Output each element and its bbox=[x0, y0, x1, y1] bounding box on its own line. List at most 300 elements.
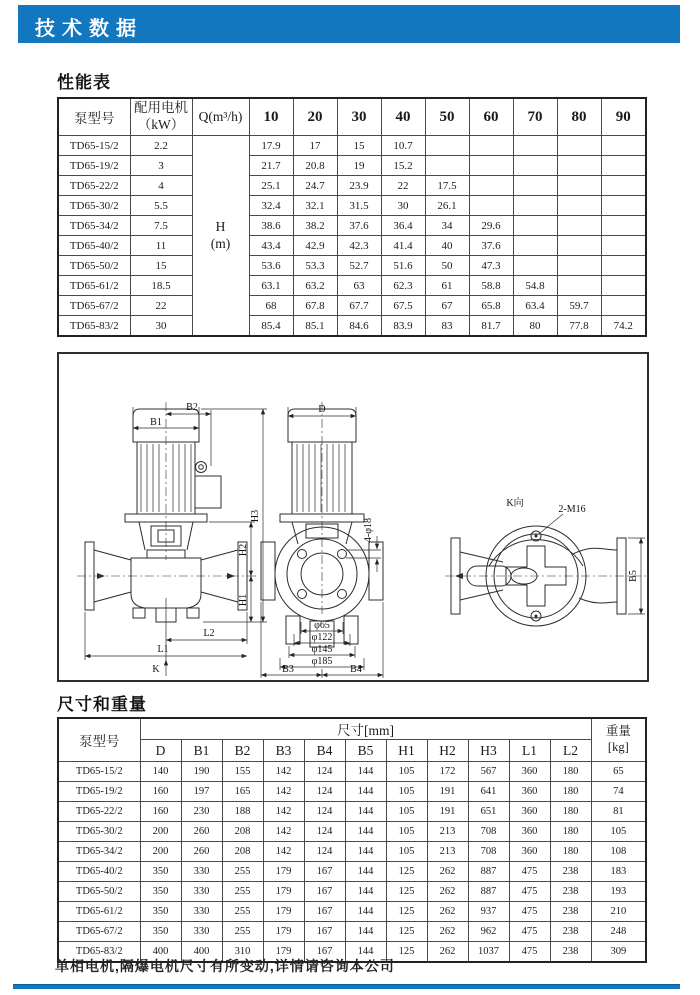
dim-label-k: K bbox=[152, 664, 160, 675]
dimension-value-cell: 105 bbox=[591, 822, 646, 842]
head-value-cell: 38.2 bbox=[293, 216, 337, 236]
dimension-value-cell: 180 bbox=[550, 762, 591, 782]
head-value-cell: 26.1 bbox=[425, 196, 469, 216]
head-value-cell: 30 bbox=[381, 196, 425, 216]
head-value-cell: 10.7 bbox=[381, 136, 425, 156]
head-value-cell: 62.3 bbox=[381, 276, 425, 296]
motor-kw-cell: 18.5 bbox=[130, 276, 192, 296]
dimension-letter-cell: D bbox=[140, 740, 181, 762]
dimension-value-cell: 125 bbox=[386, 922, 427, 942]
head-value-cell: 65.8 bbox=[469, 296, 513, 316]
dimension-value-cell: 155 bbox=[222, 762, 263, 782]
dimension-letter-cell: L2 bbox=[550, 740, 591, 762]
dimension-letter-cell: B1 bbox=[181, 740, 222, 762]
head-value-cell bbox=[513, 236, 557, 256]
k-view bbox=[445, 496, 647, 626]
dimension-value-cell: 144 bbox=[345, 922, 386, 942]
head-value-cell: 68 bbox=[249, 296, 293, 316]
performance-row bbox=[58, 176, 646, 196]
dimension-value-cell: 160 bbox=[140, 782, 181, 802]
head-value-cell: 19 bbox=[337, 156, 381, 176]
dimension-value-cell: 108 bbox=[591, 842, 646, 862]
front-view bbox=[261, 402, 383, 678]
dimension-value-cell: 144 bbox=[345, 782, 386, 802]
dimension-value-cell: 262 bbox=[427, 922, 468, 942]
pump-model-cell: TD65-34/2 bbox=[58, 216, 130, 236]
performance-row bbox=[58, 216, 646, 236]
head-value-cell bbox=[601, 236, 646, 256]
head-value-cell: 83.9 bbox=[381, 316, 425, 337]
dimension-value-cell: 937 bbox=[468, 902, 509, 922]
dimension-value-cell: 81 bbox=[591, 802, 646, 822]
dimension-value-cell: 262 bbox=[427, 882, 468, 902]
dimension-value-cell: 213 bbox=[427, 822, 468, 842]
dim-label-phi145: φ145 bbox=[311, 644, 333, 655]
head-value-cell bbox=[601, 276, 646, 296]
dimension-value-cell: 142 bbox=[263, 762, 304, 782]
pump-model-cell: TD65-67/2 bbox=[58, 922, 140, 942]
dimension-letter-cell: H1 bbox=[386, 740, 427, 762]
dimension-value-cell: 475 bbox=[509, 942, 550, 963]
dimension-value-cell: 144 bbox=[345, 802, 386, 822]
dim-label-b4: B4 bbox=[350, 664, 362, 675]
dimension-value-cell: 74 bbox=[591, 782, 646, 802]
head-value-cell bbox=[557, 176, 601, 196]
dimension-value-cell: 65 bbox=[591, 762, 646, 782]
head-value-cell: 34 bbox=[425, 216, 469, 236]
motor-kw-cell: 30 bbox=[130, 316, 192, 337]
dimension-value-cell: 213 bbox=[427, 842, 468, 862]
head-value-cell: 42.9 bbox=[293, 236, 337, 256]
dim-label-h2: H2 bbox=[238, 543, 249, 557]
dimension-value-cell: 105 bbox=[386, 762, 427, 782]
dimension-value-cell: 208 bbox=[222, 822, 263, 842]
dimension-value-cell: 165 bbox=[222, 782, 263, 802]
dimension-value-cell: 360 bbox=[509, 762, 550, 782]
head-value-cell bbox=[557, 196, 601, 216]
dimension-value-cell: 255 bbox=[222, 882, 263, 902]
dimension-value-cell: 330 bbox=[181, 902, 222, 922]
flow-header-cell: 20 bbox=[293, 98, 337, 136]
pump-model-cell: TD65-30/2 bbox=[58, 196, 130, 216]
head-value-cell: 22 bbox=[381, 176, 425, 196]
dimensions-header-row-letters bbox=[58, 740, 646, 762]
dimension-value-cell: 179 bbox=[263, 902, 304, 922]
head-value-cell: 67.7 bbox=[337, 296, 381, 316]
dimensions-row bbox=[58, 822, 646, 842]
dimension-value-cell: 183 bbox=[591, 862, 646, 882]
performance-section-title: 性能表 bbox=[57, 73, 111, 92]
performance-table-body bbox=[58, 136, 646, 337]
dimension-value-cell: 105 bbox=[386, 842, 427, 862]
head-value-cell bbox=[469, 176, 513, 196]
dimension-value-cell: 167 bbox=[304, 902, 345, 922]
dimension-value-cell: 105 bbox=[386, 802, 427, 822]
flow-header-cell: 10 bbox=[249, 98, 293, 136]
head-symbol-unit: (m) bbox=[210, 235, 231, 251]
pump-model-cell: TD65-61/2 bbox=[58, 902, 140, 922]
motor-kw-cell: 5.5 bbox=[130, 196, 192, 216]
dimension-value-cell: 179 bbox=[263, 922, 304, 942]
head-value-cell: 38.6 bbox=[249, 216, 293, 236]
dimensions-row bbox=[58, 882, 646, 902]
dimensions-section-title: 尺寸和重量 bbox=[57, 695, 147, 714]
dimension-value-cell: 475 bbox=[509, 902, 550, 922]
head-value-cell: 52.7 bbox=[337, 256, 381, 276]
flow-header-cell: 70 bbox=[513, 98, 557, 136]
head-value-cell: 42.3 bbox=[337, 236, 381, 256]
flow-header-cell: 60 bbox=[469, 98, 513, 136]
col-header-motor-power bbox=[130, 98, 192, 136]
dimension-value-cell: 708 bbox=[468, 842, 509, 862]
dimension-value-cell: 310 bbox=[222, 942, 263, 963]
dimension-value-cell: 567 bbox=[468, 762, 509, 782]
pump-model-cell: TD65-83/2 bbox=[58, 942, 140, 963]
head-value-cell: 40 bbox=[425, 236, 469, 256]
head-value-cell: 81.7 bbox=[469, 316, 513, 337]
dimension-value-cell: 475 bbox=[509, 922, 550, 942]
dim-label-l2: L2 bbox=[203, 628, 215, 639]
head-value-cell: 63.4 bbox=[513, 296, 557, 316]
head-value-cell: 20.8 bbox=[293, 156, 337, 176]
dimension-value-cell: 238 bbox=[550, 942, 591, 963]
pump-model-cell: TD65-34/2 bbox=[58, 842, 140, 862]
dimension-value-cell: 887 bbox=[468, 882, 509, 902]
col-header-weight bbox=[591, 718, 646, 762]
dimensions-row bbox=[58, 922, 646, 942]
dim-label-h1: H1 bbox=[238, 593, 249, 607]
head-value-cell: 37.6 bbox=[337, 216, 381, 236]
dimension-value-cell: 238 bbox=[550, 902, 591, 922]
flow-header-cell: 90 bbox=[601, 98, 646, 136]
dimension-value-cell: 350 bbox=[140, 882, 181, 902]
head-value-cell: 36.4 bbox=[381, 216, 425, 236]
dimension-letter-cell: B2 bbox=[222, 740, 263, 762]
pump-outline-drawing bbox=[59, 354, 647, 680]
dimension-value-cell: 230 bbox=[181, 802, 222, 822]
dimension-value-cell: 142 bbox=[263, 822, 304, 842]
head-value-cell bbox=[601, 156, 646, 176]
dimension-value-cell: 475 bbox=[509, 882, 550, 902]
dimension-value-cell: 210 bbox=[591, 902, 646, 922]
head-value-cell: 67.8 bbox=[293, 296, 337, 316]
head-value-cell bbox=[513, 156, 557, 176]
footer-note: 单相电机,隔爆电机尺寸有所变动,详情请咨询本公司 bbox=[55, 958, 395, 974]
dimension-value-cell: 124 bbox=[304, 782, 345, 802]
dimension-value-cell: 350 bbox=[140, 922, 181, 942]
head-value-cell bbox=[513, 136, 557, 156]
head-value-cell: 29.6 bbox=[469, 216, 513, 236]
dimension-value-cell: 144 bbox=[345, 862, 386, 882]
dimension-value-cell: 360 bbox=[509, 782, 550, 802]
head-value-cell: 67 bbox=[425, 296, 469, 316]
head-value-cell bbox=[601, 256, 646, 276]
head-value-cell: 58.8 bbox=[469, 276, 513, 296]
performance-row bbox=[58, 276, 646, 296]
dimension-value-cell: 142 bbox=[263, 842, 304, 862]
head-value-cell bbox=[513, 216, 557, 236]
dimension-value-cell: 144 bbox=[345, 822, 386, 842]
view-label-k-direction: K向 bbox=[506, 498, 524, 509]
head-value-cell: 63.2 bbox=[293, 276, 337, 296]
dimension-value-cell: 144 bbox=[345, 762, 386, 782]
dimension-value-cell: 350 bbox=[140, 862, 181, 882]
dimension-value-cell: 400 bbox=[181, 942, 222, 963]
motor-kw-cell: 22 bbox=[130, 296, 192, 316]
head-value-cell bbox=[601, 136, 646, 156]
dimension-value-cell: 140 bbox=[140, 762, 181, 782]
dimension-value-cell: 167 bbox=[304, 862, 345, 882]
performance-row bbox=[58, 316, 646, 337]
dimension-value-cell: 125 bbox=[386, 902, 427, 922]
section-banner bbox=[18, 5, 680, 43]
head-value-cell: 47.3 bbox=[469, 256, 513, 276]
pump-model-cell: TD65-50/2 bbox=[58, 882, 140, 902]
dimension-value-cell: 360 bbox=[509, 842, 550, 862]
head-value-cell: 23.9 bbox=[337, 176, 381, 196]
pump-model-cell: TD65-30/2 bbox=[58, 822, 140, 842]
head-value-cell: 77.8 bbox=[557, 316, 601, 337]
dimension-value-cell: 124 bbox=[304, 762, 345, 782]
head-value-cell: 17 bbox=[293, 136, 337, 156]
pump-model-cell: TD65-50/2 bbox=[58, 256, 130, 276]
dimensions-header-row-top bbox=[58, 718, 646, 740]
dimension-letter-cell: H2 bbox=[427, 740, 468, 762]
dimension-value-cell: 197 bbox=[181, 782, 222, 802]
head-value-cell bbox=[557, 256, 601, 276]
dimension-value-cell: 179 bbox=[263, 882, 304, 902]
head-value-cell bbox=[425, 156, 469, 176]
dimension-value-cell: 125 bbox=[386, 862, 427, 882]
col-header-flow: Q(m³/h) bbox=[192, 98, 249, 136]
dimensions-table-body bbox=[58, 762, 646, 963]
dimension-value-cell: 160 bbox=[140, 802, 181, 822]
dimension-value-cell: 400 bbox=[140, 942, 181, 963]
head-value-cell bbox=[469, 156, 513, 176]
dimensions-row bbox=[58, 782, 646, 802]
dimension-value-cell: 309 bbox=[591, 942, 646, 963]
dimensions-row bbox=[58, 902, 646, 922]
pump-model-cell: TD65-19/2 bbox=[58, 782, 140, 802]
dimension-value-cell: 262 bbox=[427, 902, 468, 922]
performance-row bbox=[58, 296, 646, 316]
dim-label-2-m16: 2-M16 bbox=[558, 504, 586, 515]
dimension-value-cell: 144 bbox=[345, 902, 386, 922]
dimension-value-cell: 191 bbox=[427, 782, 468, 802]
head-value-cell bbox=[601, 216, 646, 236]
dimension-value-cell: 255 bbox=[222, 922, 263, 942]
motor-kw-cell: 4 bbox=[130, 176, 192, 196]
dimension-value-cell: 124 bbox=[304, 822, 345, 842]
col-header-weight-line2: [kg] bbox=[607, 740, 629, 754]
dimension-value-cell: 238 bbox=[550, 922, 591, 942]
dimensions-table bbox=[57, 717, 647, 963]
head-value-cell: 84.6 bbox=[337, 316, 381, 337]
head-value-cell bbox=[513, 196, 557, 216]
dimension-value-cell: 144 bbox=[345, 942, 386, 963]
dimension-value-cell: 167 bbox=[304, 922, 345, 942]
dimension-value-cell: 262 bbox=[427, 942, 468, 963]
head-value-cell: 54.8 bbox=[513, 276, 557, 296]
dimension-value-cell: 475 bbox=[509, 862, 550, 882]
performance-row bbox=[58, 136, 646, 156]
dimension-value-cell: 330 bbox=[181, 922, 222, 942]
dimension-value-cell: 180 bbox=[550, 822, 591, 842]
head-value-cell: 63.1 bbox=[249, 276, 293, 296]
head-value-cell: 85.1 bbox=[293, 316, 337, 337]
dim-label-phi65: φ65 bbox=[314, 620, 330, 631]
head-value-cell: 17.5 bbox=[425, 176, 469, 196]
dimension-letter-cell: H3 bbox=[468, 740, 509, 762]
performance-row bbox=[58, 256, 646, 276]
motor-kw-cell: 2.2 bbox=[130, 136, 192, 156]
motor-kw-cell: 3 bbox=[130, 156, 192, 176]
head-value-cell: 25.1 bbox=[249, 176, 293, 196]
head-value-cell: 32.1 bbox=[293, 196, 337, 216]
dimension-value-cell: 167 bbox=[304, 882, 345, 902]
dimension-letter-cell: B3 bbox=[263, 740, 304, 762]
head-value-cell bbox=[557, 216, 601, 236]
dimension-value-cell: 200 bbox=[140, 842, 181, 862]
head-symbol-cell bbox=[192, 136, 249, 337]
head-value-cell: 51.6 bbox=[381, 256, 425, 276]
dimension-value-cell: 360 bbox=[509, 802, 550, 822]
head-value-cell bbox=[557, 276, 601, 296]
dim-label-b5: B5 bbox=[628, 570, 639, 582]
dimension-value-cell: 887 bbox=[468, 862, 509, 882]
motor-kw-cell: 7.5 bbox=[130, 216, 192, 236]
pump-model-cell: TD65-22/2 bbox=[58, 802, 140, 822]
dimension-value-cell: 193 bbox=[591, 882, 646, 902]
col-header-pump-model: 泵型号 bbox=[58, 718, 140, 762]
dimension-value-cell: 179 bbox=[263, 942, 304, 963]
dimension-value-cell: 330 bbox=[181, 862, 222, 882]
dimension-value-cell: 208 bbox=[222, 842, 263, 862]
dimension-letter-cell: B4 bbox=[304, 740, 345, 762]
head-value-cell: 53.6 bbox=[249, 256, 293, 276]
dimension-value-cell: 350 bbox=[140, 902, 181, 922]
dimension-value-cell: 105 bbox=[386, 822, 427, 842]
head-value-cell: 80 bbox=[513, 316, 557, 337]
dimension-value-cell: 188 bbox=[222, 802, 263, 822]
pump-model-cell: TD65-61/2 bbox=[58, 276, 130, 296]
dimension-value-cell: 262 bbox=[427, 862, 468, 882]
dimension-value-cell: 124 bbox=[304, 802, 345, 822]
dimension-letter-cell: B5 bbox=[345, 740, 386, 762]
dimension-value-cell: 238 bbox=[550, 882, 591, 902]
flow-header-cell: 30 bbox=[337, 98, 381, 136]
dim-label-phi185: φ185 bbox=[311, 656, 333, 667]
dimension-value-cell: 144 bbox=[345, 882, 386, 902]
dimension-value-cell: 190 bbox=[181, 762, 222, 782]
head-value-cell bbox=[469, 196, 513, 216]
head-value-cell: 53.3 bbox=[293, 256, 337, 276]
dimension-value-cell: 255 bbox=[222, 902, 263, 922]
pump-model-cell: TD65-83/2 bbox=[58, 316, 130, 337]
head-value-cell bbox=[601, 176, 646, 196]
dim-label-b2: B2 bbox=[186, 402, 198, 413]
dimension-value-cell: 200 bbox=[140, 822, 181, 842]
dimension-value-cell: 172 bbox=[427, 762, 468, 782]
col-header-pump-model: 泵型号 bbox=[58, 98, 130, 136]
dimension-letter-cell: L1 bbox=[509, 740, 550, 762]
pump-model-cell: TD65-40/2 bbox=[58, 236, 130, 256]
head-value-cell: 15 bbox=[337, 136, 381, 156]
pump-model-cell: TD65-15/2 bbox=[58, 136, 130, 156]
dim-label-h3: H3 bbox=[250, 509, 261, 523]
performance-header-row bbox=[58, 98, 646, 136]
dimension-value-cell: 248 bbox=[591, 922, 646, 942]
head-value-cell: 83 bbox=[425, 316, 469, 337]
dim-label-b3: B3 bbox=[282, 664, 294, 675]
flow-header-cell: 40 bbox=[381, 98, 425, 136]
col-header-motor-line2: （kW） bbox=[137, 117, 185, 132]
flow-header-cell: 50 bbox=[425, 98, 469, 136]
dimension-value-cell: 180 bbox=[550, 782, 591, 802]
motor-kw-cell: 15 bbox=[130, 256, 192, 276]
head-value-cell: 21.7 bbox=[249, 156, 293, 176]
performance-row bbox=[58, 196, 646, 216]
dimension-value-cell: 179 bbox=[263, 862, 304, 882]
dimensions-row bbox=[58, 802, 646, 822]
pump-model-cell: TD65-19/2 bbox=[58, 156, 130, 176]
head-symbol-label: H bbox=[215, 218, 226, 234]
head-value-cell: 63 bbox=[337, 276, 381, 296]
dimension-value-cell: 260 bbox=[181, 822, 222, 842]
dimension-value-cell: 142 bbox=[263, 782, 304, 802]
col-header-size-group: 尺寸[mm] bbox=[140, 718, 591, 740]
dimensions-row bbox=[58, 862, 646, 882]
dimension-value-cell: 962 bbox=[468, 922, 509, 942]
head-value-cell bbox=[513, 256, 557, 276]
head-value-cell: 67.5 bbox=[381, 296, 425, 316]
dimension-value-cell: 180 bbox=[550, 842, 591, 862]
pump-model-cell: TD65-22/2 bbox=[58, 176, 130, 196]
dimension-value-cell: 708 bbox=[468, 822, 509, 842]
flow-header-cell: 80 bbox=[557, 98, 601, 136]
dimension-value-cell: 360 bbox=[509, 822, 550, 842]
dim-label-4-phi18: 4-φ18 bbox=[363, 517, 374, 543]
pump-model-cell: TD65-67/2 bbox=[58, 296, 130, 316]
dimension-value-cell: 651 bbox=[468, 802, 509, 822]
head-value-cell bbox=[557, 156, 601, 176]
pump-drawing-panel bbox=[57, 352, 649, 682]
head-value-cell: 50 bbox=[425, 256, 469, 276]
head-value-cell: 85.4 bbox=[249, 316, 293, 337]
dimension-value-cell: 260 bbox=[181, 842, 222, 862]
dimension-value-cell: 142 bbox=[263, 802, 304, 822]
head-value-cell: 15.2 bbox=[381, 156, 425, 176]
dim-label-b1: B1 bbox=[150, 417, 162, 428]
motor-kw-cell: 11 bbox=[130, 236, 192, 256]
head-value-cell bbox=[557, 236, 601, 256]
head-value-cell: 24.7 bbox=[293, 176, 337, 196]
dimension-value-cell: 255 bbox=[222, 862, 263, 882]
dimension-value-cell: 144 bbox=[345, 842, 386, 862]
head-value-cell bbox=[469, 136, 513, 156]
dimension-value-cell: 167 bbox=[304, 942, 345, 963]
banner-title: 技术数据 bbox=[35, 18, 143, 40]
head-value-cell bbox=[601, 296, 646, 316]
head-value-cell: 31.5 bbox=[337, 196, 381, 216]
performance-table bbox=[57, 97, 647, 337]
dimension-value-cell: 1037 bbox=[468, 942, 509, 963]
col-header-weight-line1: 重量 bbox=[605, 724, 631, 739]
dim-label-phi122: φ122 bbox=[311, 632, 333, 643]
pump-model-cell: TD65-15/2 bbox=[58, 762, 140, 782]
head-value-cell bbox=[425, 136, 469, 156]
head-value-cell: 37.6 bbox=[469, 236, 513, 256]
